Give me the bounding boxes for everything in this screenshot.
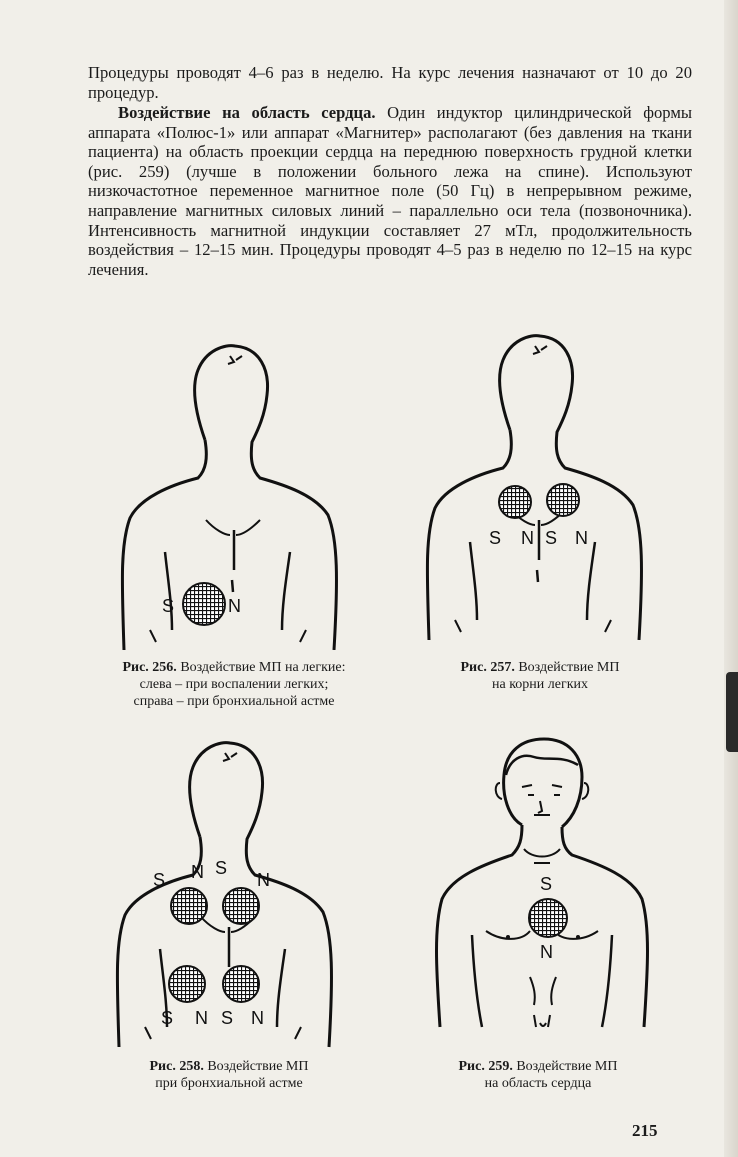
caption-line: Воздействие МП <box>514 660 620 675</box>
figure-256-drawing <box>110 330 350 650</box>
figure-256-caption <box>84 659 384 710</box>
caption-line: на корни легких <box>491 677 589 692</box>
figure-257-label: Рис. 257. <box>460 660 515 675</box>
paragraph-2-text: Один индуктор цилиндрической формы аппарата «Полюс-1» или аппарат «Магнитер» располагают (без давления на ткани пациента) на область проекции сердца на переднюю поверхность грудной клетки (рис. 259) (лучше в положении больного лежа на спине). Используют низкочастотное переменное магнитное поле (50 Гц) в непрерывном режиме, направление магнитных силовых линий – параллельно оси тела (позвоночника). Интенсивность магнитной индукции составляет 27 мТл, продолжительность воздействия – 12–15 мин. Процедуры проводят 4–5 раз в неделю по 12–15 на курс лечения. <box>88 103 692 279</box>
magnet-inductor <box>183 583 225 625</box>
magnet-inductor <box>171 888 207 924</box>
page-edge <box>724 0 738 1157</box>
pole-label: N <box>228 596 241 616</box>
pole-label: N <box>540 942 553 962</box>
paragraph-2 <box>88 103 692 279</box>
magnet-inductor <box>499 486 531 518</box>
pole-label: S <box>153 870 166 890</box>
figure-259-label: Рис. 259. <box>458 1059 513 1074</box>
magnet-inductor <box>223 966 259 1002</box>
figure-257-drawing <box>415 320 655 640</box>
figure-259-caption <box>418 1058 658 1092</box>
page-number: 215 <box>632 1121 658 1140</box>
caption-line: слева – при воспалении легких; <box>139 677 329 692</box>
paragraph-1: Процедуры проводят 4–6 раз в неделю. На курс лечения назначают от 10 до 20 процедур. <box>88 63 692 102</box>
pole-label: N <box>251 1008 264 1028</box>
magnet-inductor <box>529 899 567 937</box>
caption-line: при бронхиальной астме <box>155 1076 303 1091</box>
pole-label: S <box>221 1008 234 1028</box>
caption-line: на область сердца <box>484 1076 592 1091</box>
caption-line: Воздействие МП <box>203 1059 309 1074</box>
pole-label: S <box>215 858 228 878</box>
pole-label: S <box>489 528 502 548</box>
caption-line: Воздействие МП на легкие: <box>176 660 346 675</box>
pole-label: S <box>162 596 175 616</box>
caption-line: Воздействие МП <box>512 1059 618 1074</box>
pole-label: N <box>257 870 270 890</box>
pole-label: N <box>575 528 588 548</box>
magnet-inductor <box>169 966 205 1002</box>
pole-label: N <box>195 1008 208 1028</box>
figure-258-caption <box>94 1058 364 1092</box>
pole-label: S <box>540 874 553 894</box>
thumb-tab <box>726 672 738 752</box>
caption-line: справа – при бронхиальной астме <box>133 694 335 709</box>
figure-258-label: Рис. 258. <box>149 1059 204 1074</box>
pole-label: N <box>191 862 204 882</box>
magnet-inductor <box>223 888 259 924</box>
pole-label: S <box>545 528 558 548</box>
pole-label: S <box>161 1008 174 1028</box>
pole-label: N <box>521 528 534 548</box>
figure-256-label: Рис. 256. <box>122 660 177 675</box>
magnet-inductor <box>547 484 579 516</box>
figure-259-drawing <box>422 722 662 1052</box>
figure-258-drawing <box>105 722 345 1052</box>
figure-257-caption <box>410 659 670 693</box>
paragraph-2-heading: Воздействие на область сердца. <box>118 103 376 122</box>
